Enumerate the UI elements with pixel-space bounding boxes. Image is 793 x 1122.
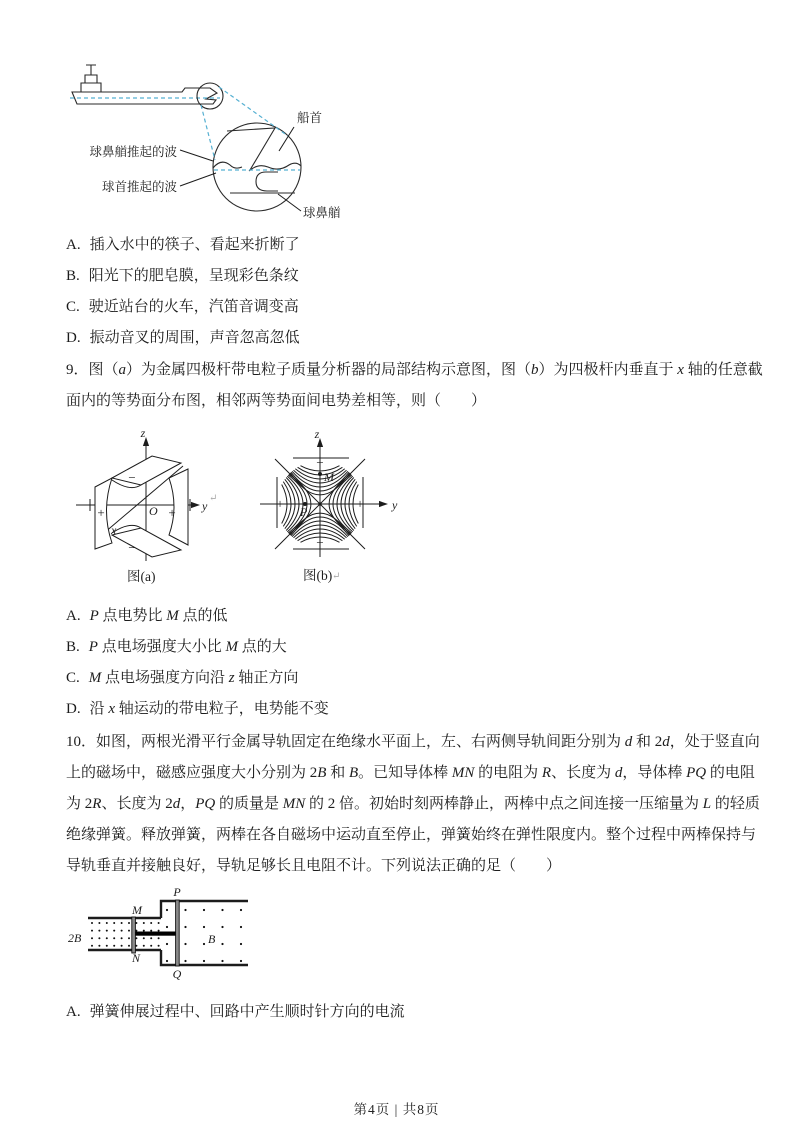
q8-option-a-marker: A. [66, 237, 81, 253]
q8-option-c [66, 292, 300, 323]
q8-option-d-marker: D. [66, 330, 81, 346]
page-footer [0, 1098, 793, 1118]
bow-profile [227, 128, 275, 170]
q10-line-1: 10．如图，两根光滑平行金属导轨固定在绝缘水平面上，左、右两侧导轨间距分别为 d 和 2d，处于竖直向 [66, 734, 760, 750]
label-field-B: B [208, 932, 216, 946]
fig-b-point-m-label: M [324, 470, 334, 484]
leader-bulb-wave [180, 150, 213, 161]
q9-option-b-marker: B. [66, 639, 80, 655]
label-bow-wave: 球首推起的波 [101, 180, 177, 194]
fig-b-plus-left: + [276, 496, 284, 511]
zoom-connector-bottom [201, 105, 215, 160]
q8-option-b-marker: B. [66, 268, 80, 284]
q10-stem [66, 727, 760, 882]
q8-option-c-marker: C. [66, 299, 80, 315]
fig-a-return-mark: ↵ [209, 493, 218, 504]
fig-b-caption: 图(b) [303, 568, 333, 583]
q10-option-a-marker: A. [66, 1004, 81, 1020]
q10-line-5: 导轨垂直并接触良好，导轨足够长且电阻不计。下列说法正确的足（ ） [66, 858, 562, 874]
fig-b-point-m-dot [318, 472, 322, 476]
fig-b-origin-dot [318, 502, 322, 506]
q8-option-a-text: 插入水中的筷子、看起来折断了 [89, 237, 300, 253]
label-P: P [173, 885, 181, 899]
q9-option-c-text: M 点电场强度方向沿 z 轴正方向 [88, 670, 299, 686]
q9-line-2: 面内的等势面分布图，相邻两等势面间电势差相等，则（ ） [66, 393, 487, 409]
bulb-wave-curve [213, 162, 242, 168]
zoom-connector-top [219, 87, 288, 136]
fig-b-y-label: y [392, 498, 398, 512]
fig-b-return-mark: ↵ [332, 571, 341, 582]
q8-option-b-text: 阳光下的肥皂膜，呈现彩色条纹 [88, 268, 299, 284]
fig-a-minus-bottom: − [128, 540, 136, 555]
label-bulb-wave: 球鼻艏推起的波 [89, 145, 177, 159]
q10-option-a [66, 997, 405, 1028]
bar-MN [132, 917, 136, 953]
q10-option-a-text: 弹簧伸展过程中、回路中产生顺时针方向的电流 [89, 1004, 405, 1020]
label-N: N [131, 951, 141, 965]
bar-PQ [176, 900, 180, 966]
q8-option-d [66, 323, 300, 354]
label-Q: Q [172, 967, 182, 981]
q8-option-c-text: 驶近站台的火车，汽笛音调变高 [88, 299, 299, 315]
q9-stem [66, 355, 763, 417]
q10-line-2: 上的磁场中，磁感应强度大小分别为 2B 和 B。已知导体棒 MN 的电阻为 R、长度为 d，导体棒 PQ 的电阻 [66, 765, 755, 781]
fig-b-plus-right: + [356, 496, 364, 511]
label-field-2B: 2B [68, 931, 82, 945]
q9-option-d-text: 沿 x 轴运动的带电粒子，电势能不变 [89, 701, 329, 717]
fig-a-minus-top: − [128, 470, 136, 485]
label-M: M [132, 903, 142, 917]
ship-hull [72, 88, 217, 104]
q8-option-b [66, 261, 300, 292]
fig-a-y-label: y [202, 499, 208, 513]
ship-mast [86, 65, 96, 75]
fig-a-caption: 图(a) [127, 569, 156, 584]
fig-a-plus-right: + [168, 505, 176, 520]
bulbous-bow-shape [256, 172, 278, 191]
fig-b-point-p-label: P [300, 505, 308, 519]
ship-superstructure [81, 83, 101, 92]
ship-bulbous-bow-figure [60, 60, 360, 230]
q10-options [66, 997, 405, 1028]
q9-line-1: 9．图（a）为金属四极杆带电粒子质量分析器的局部结构示意图，图（b）为四极杆内垂直于 x 轴的任意截 [66, 362, 763, 378]
q8-option-a [66, 230, 300, 261]
q8-options [66, 230, 300, 354]
leader-bow-wave [180, 173, 216, 186]
page-number: 第4页 | 共8页 [353, 1102, 440, 1117]
q9-option-a-marker: A. [66, 608, 81, 624]
q9-option-a-text: P 点电势比 M 点的低 [89, 608, 228, 624]
q9-option-c-marker: C. [66, 670, 80, 686]
fig-a-x-label: x [111, 523, 117, 537]
label-bow: 船首 [297, 111, 323, 125]
label-bulb: 球鼻艏 [303, 206, 341, 220]
fig-b-minus-top: − [316, 455, 324, 470]
spring-bar [135, 932, 175, 936]
fig-b-minus-bottom: − [316, 535, 324, 550]
ship-bridge [85, 75, 97, 83]
q9-option-a [66, 601, 329, 632]
q9-option-d [66, 694, 329, 725]
q9-option-d-marker: D. [66, 701, 81, 717]
fig-b-y-arrow [379, 501, 388, 507]
q9-option-c [66, 663, 329, 694]
q9-option-b [66, 632, 329, 663]
fig-a-y-arrow [191, 502, 200, 508]
q10-line-4: 绝缘弹簧。释放弹簧，两棒在各自磁场中运动直至停止，弹簧始终在弹性限度内。整个过程中两棒保持与 [66, 827, 757, 843]
q9-figure-b [250, 425, 415, 585]
q9-figure-a [70, 425, 250, 585]
fig-a-z-label: z [140, 426, 146, 440]
fig-a-origin-label: O [149, 504, 158, 518]
q9-option-b-text: P 点电场强度大小比 M 点的大 [88, 639, 287, 655]
q10-rails-figure [60, 885, 340, 995]
q8-option-d-text: 振动音叉的周围，声音忽高忽低 [89, 330, 300, 346]
q9-options [66, 601, 329, 725]
fig-a-plus-left: + [97, 505, 105, 520]
fig-b-z-label: z [314, 427, 320, 441]
q10-line-3: 为 2R、长度为 2d，PQ 的质量是 MN 的 2 倍。初始时刻两棒静止，两棒中点之间连接一压缩量为 L 的轻质 [66, 796, 760, 812]
